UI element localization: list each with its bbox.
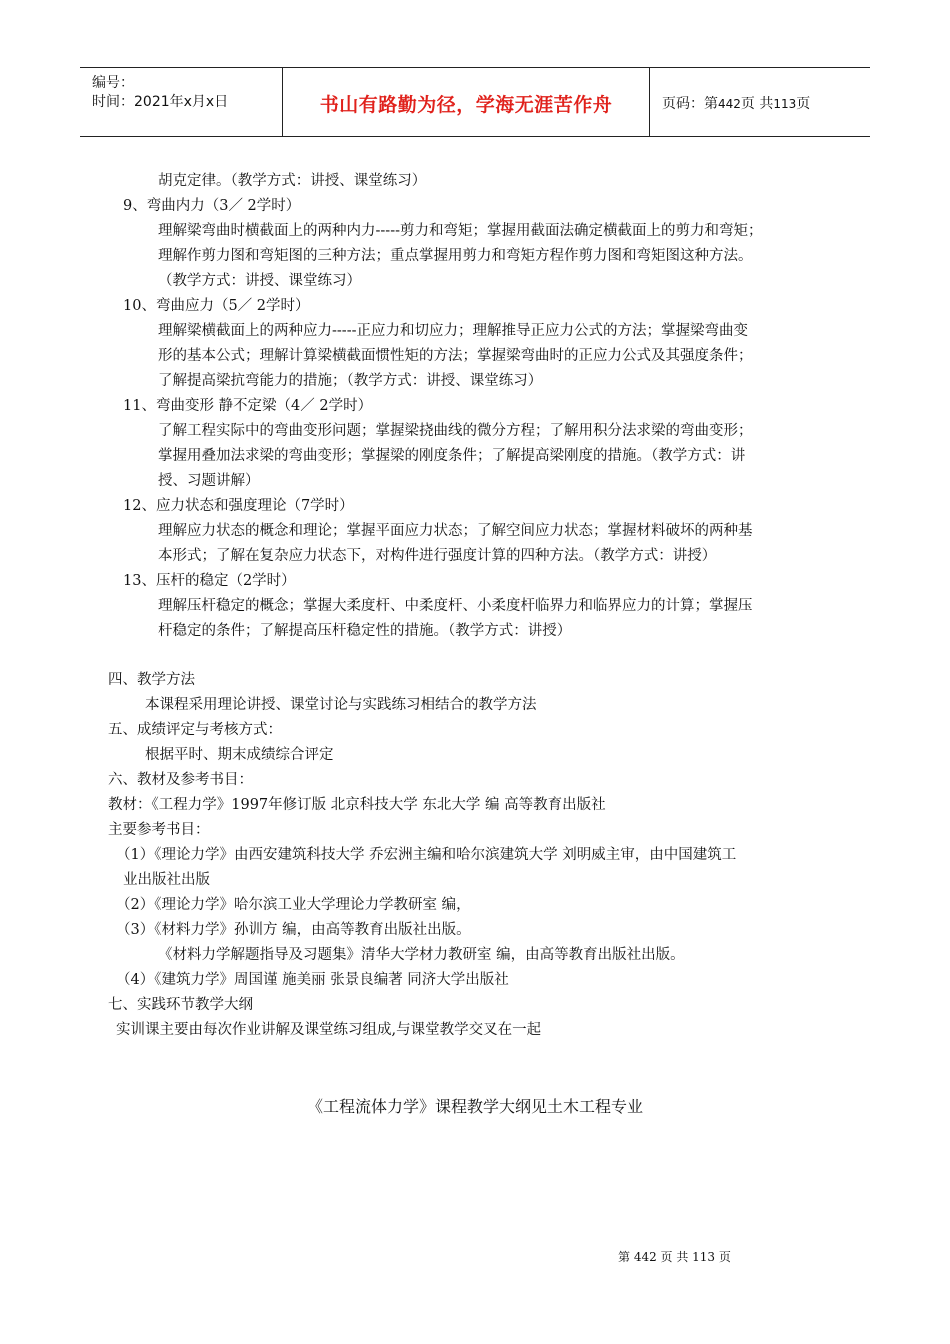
body-line: 本形式；了解在复杂应力状态下，对构件进行强度计算的四种方法。（教学方式：讲授） bbox=[158, 548, 717, 564]
body-line: 实训课主要由每次作业讲解及课堂练习组成,与课堂教学交叉在一起 bbox=[116, 1022, 542, 1038]
page-num: 442 bbox=[718, 97, 741, 111]
header-meta-cell bbox=[80, 68, 283, 136]
header-motto-cell bbox=[283, 68, 650, 136]
reference-item: （4）《建筑力学》周国谨 施美丽 张景良编著 同济大学出版社 bbox=[116, 972, 509, 988]
body-line: 理解梁横截面上的两种应力-----正应力和切应力；理解推导正应力公式的方法；掌握梁弯曲变 bbox=[158, 323, 748, 339]
page-footer: 第 442 页 共 113 页 bbox=[618, 1250, 731, 1264]
body-line: 根据平时、期末成绩综合评定 bbox=[145, 747, 334, 763]
body-line: （教学方式：讲授、课堂练习） bbox=[158, 273, 361, 289]
body-line: 理解压杆稳定的概念；掌握大柔度杆、中柔度杆、小柔度杆临界力和临界应力的计算；掌握压 bbox=[158, 598, 753, 614]
chapter-heading: 四、教学方法 bbox=[108, 672, 195, 688]
chapter-heading: 七、实践环节教学大纲 bbox=[108, 997, 253, 1013]
body-line: 了解提高梁抗弯能力的措施；（教学方式：讲授、课堂练习） bbox=[158, 373, 543, 389]
body-line: 本课程采用理论讲授、课堂讨论与实践练习相结合的教学方法 bbox=[145, 697, 537, 713]
body-line: 形的基本公式；理解计算梁横截面惯性矩的方法；掌握梁弯曲时的正应力公式及其强度条件； bbox=[158, 348, 753, 364]
section-heading: 12、应力状态和强度理论（7学时） bbox=[123, 498, 354, 514]
body-line: 授、习题讲解） bbox=[158, 473, 260, 489]
header-page-cell bbox=[650, 68, 870, 136]
center-title: 《工程流体力学》课程教学大纲见土木工程专业 bbox=[306, 1097, 643, 1116]
body-line: 胡克定律。（教学方式：讲授、课堂练习） bbox=[158, 173, 427, 189]
code-label: 编号： bbox=[92, 75, 134, 91]
body-line: 了解工程实际中的弯曲变形问题；掌握梁挠曲线的微分方程；了解用积分法求梁的弯曲变形； bbox=[158, 423, 753, 439]
section-heading: 11、弯曲变形 静不定梁（4／ 2学时） bbox=[123, 398, 373, 414]
section-heading: 10、弯曲应力（5／ 2学时） bbox=[123, 298, 310, 314]
page-total: 113 bbox=[773, 97, 797, 111]
header-page-number bbox=[662, 93, 810, 113]
page-header bbox=[80, 67, 870, 137]
page-prefix: 页码：第 bbox=[662, 96, 718, 112]
page-suffix: 页 bbox=[796, 96, 811, 112]
textbook-line: 教材：《工程力学》1997年修订版 北京科技大学 东北大学 编 高等教育出版社 bbox=[108, 797, 606, 813]
page-mid: 页 共 bbox=[740, 96, 774, 112]
reference-item: （1）《理论力学》由西安建筑科技大学 乔宏洲主编和哈尔滨建筑大学 刘明威主审，由中国建筑工 bbox=[116, 847, 737, 863]
chapter-heading: 六、教材及参考书目： bbox=[108, 772, 253, 788]
body-line: 杆稳定的条件；了解提高压杆稳定性的措施。（教学方式：讲授） bbox=[158, 623, 572, 639]
references-heading: 主要参考书目： bbox=[108, 822, 210, 838]
body-line: 理解梁弯曲时横截面上的两种内力-----剪力和弯矩；掌握用截面法确定横截面上的剪力和弯矩； bbox=[158, 223, 763, 239]
body-line: 理解作剪力图和弯矩图的三种方法；重点掌握用剪力和弯矩方程作剪力图和弯矩图这种方法。 bbox=[158, 248, 753, 264]
reference-item: 《材料力学解题指导及习题集》清华大学材力教研室 编，由高等教育出版社出版。 bbox=[158, 947, 685, 963]
body-line: 理解应力状态的概念和理论；掌握平面应力状态；了解空间应力状态；掌握材料破坏的两种基 bbox=[158, 523, 753, 539]
reference-item: （2）《理论力学》哈尔滨工业大学理论力学教研室 编， bbox=[116, 897, 471, 913]
section-heading: 9、弯曲内力（3／ 2学时） bbox=[123, 198, 301, 214]
reference-item: （3）《材料力学》孙训方 编，由高等教育出版社出版。 bbox=[116, 922, 471, 938]
chapter-heading: 五、成绩评定与考核方式： bbox=[108, 722, 282, 738]
reference-item-continued: 业出版社出版 bbox=[123, 872, 210, 888]
body-line: 掌握用叠加法求梁的弯曲变形；掌握梁的刚度条件；了解提高梁刚度的措施。（教学方式：讲 bbox=[158, 448, 746, 464]
header-motto: 书山有路勤为径，学海无涯苦作舟 bbox=[319, 94, 613, 116]
date-label: 时间：2021年x月x日 bbox=[92, 94, 229, 110]
section-heading: 13、压杆的稳定（2学时） bbox=[123, 573, 296, 589]
